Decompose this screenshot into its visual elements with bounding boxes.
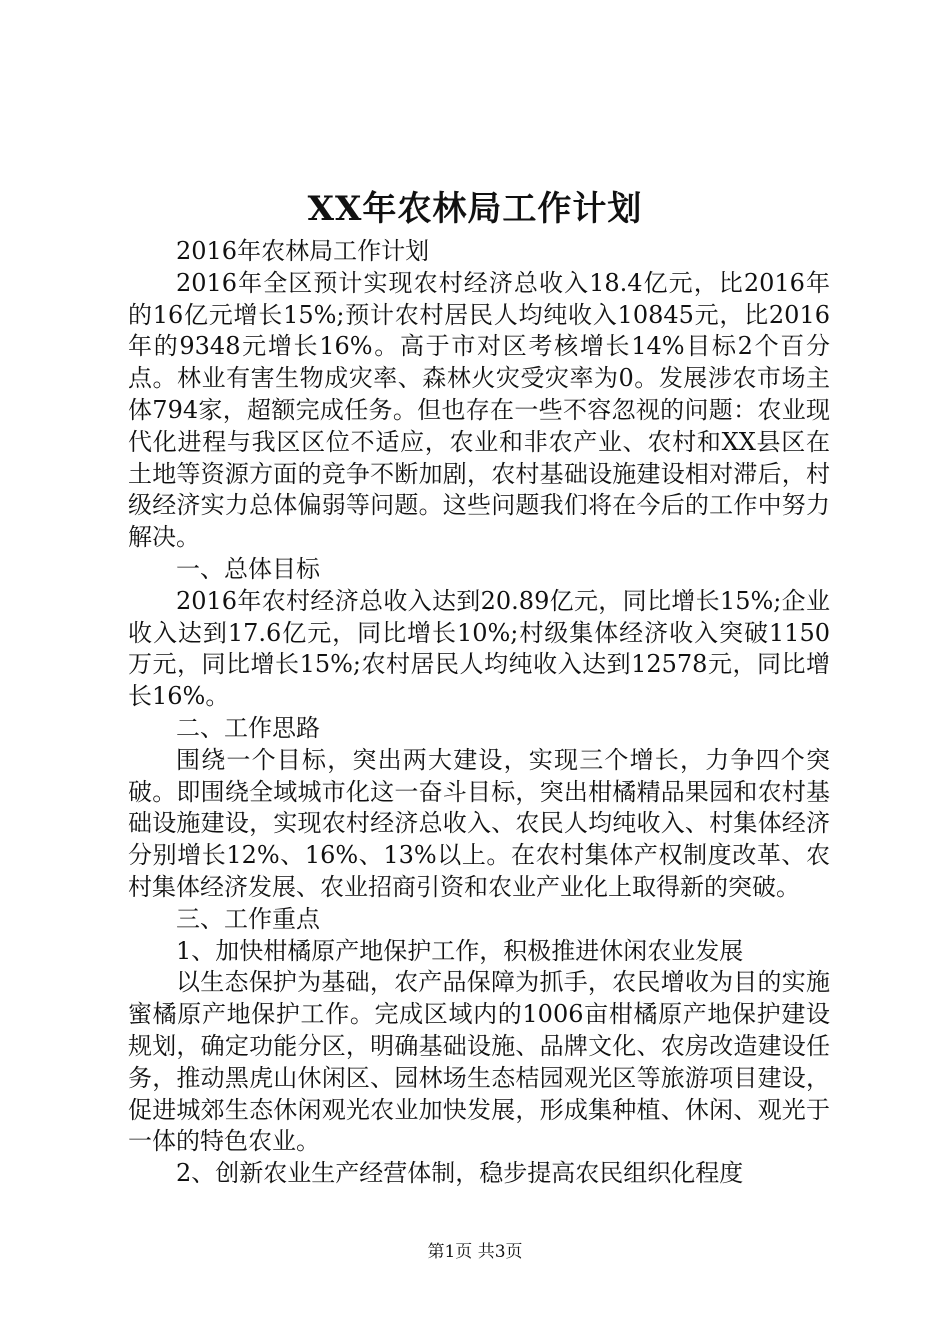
priority-item-1-paragraph: 以生态保护为基础，农产品保障为抓手，农民增收为目的实施蜜橘原产地保护工作。完成区域内的1006亩柑橘原产地保护建设规划，确定功能分区，明确基础设施、品牌文化、农房改造建设任务，推动黑虎山休闲区、园林场生态桔园观光区等旅游项目建设，促进城郊生态休闲观光农业加快发展，形成集种植、休闲、观光于一体的特色农业。: [128, 968, 830, 1156]
overall-goals-paragraph: 2016年农村经济总收入达到20.89亿元，同比增长15%;企业收入达到17.6亿元，同比增长10%;村级集体经济收入突破1150万元，同比增长15%;农村居民人均纯收入达到12578元，同比增长16%。: [128, 586, 830, 711]
summary-paragraph: 2016年全区预计实现农村经济总收入18.4亿元，比2016年的16亿元增长15%;预计农村居民人均纯收入10845元，比2016年的9348元增长16%。高于市对区考核增长14%目标2个百分点。林业有害生物成灾率、森林火灾受灾率为0。发展涉农市场主体794家，超额完成任务。但也存在一些不容忽视的问题：农业现代化进程与我区区位不适应，农业和非农产业、农村和XX县区在土地等资源方面的竞争不断加剧，农村基础设施建设相对滞后，村级经济实力总体偏弱等问题。这些问题我们将在今后的工作中努力解决。: [128, 268, 830, 552]
document-body: [128, 236, 830, 1190]
priority-item-1-heading: 1、加快柑橘原产地保护工作，积极推进休闲农业发展: [176, 936, 744, 965]
section-heading-work-ideas: 二、工作思路: [176, 713, 320, 742]
section-heading-work-priorities: 三、工作重点: [176, 904, 320, 933]
section-heading-overall-goals: 一、总体目标: [176, 554, 320, 583]
work-ideas-paragraph: 围绕一个目标，突出两大建设，实现三个增长，力争四个突破。即围绕全域城市化这一奋斗目标，突出柑橘精品果园和农村基础设施建设，实现农村经济总收入、农民人均纯收入、村集体经济分别增长12%、16%、13%以上。在农村集体产权制度改革、农村集体经济发展、农业招商引资和农业产业化上取得新的突破。: [128, 745, 830, 901]
document-title: XX年农林局工作计划: [307, 189, 643, 229]
page-footer: 第1页 共3页: [427, 1242, 523, 1262]
priority-item-2-heading: 2、创新农业生产经营体制，稳步提高农民组织化程度: [176, 1159, 744, 1188]
subtitle-paragraph: 2016年农林局工作计划: [176, 237, 430, 265]
